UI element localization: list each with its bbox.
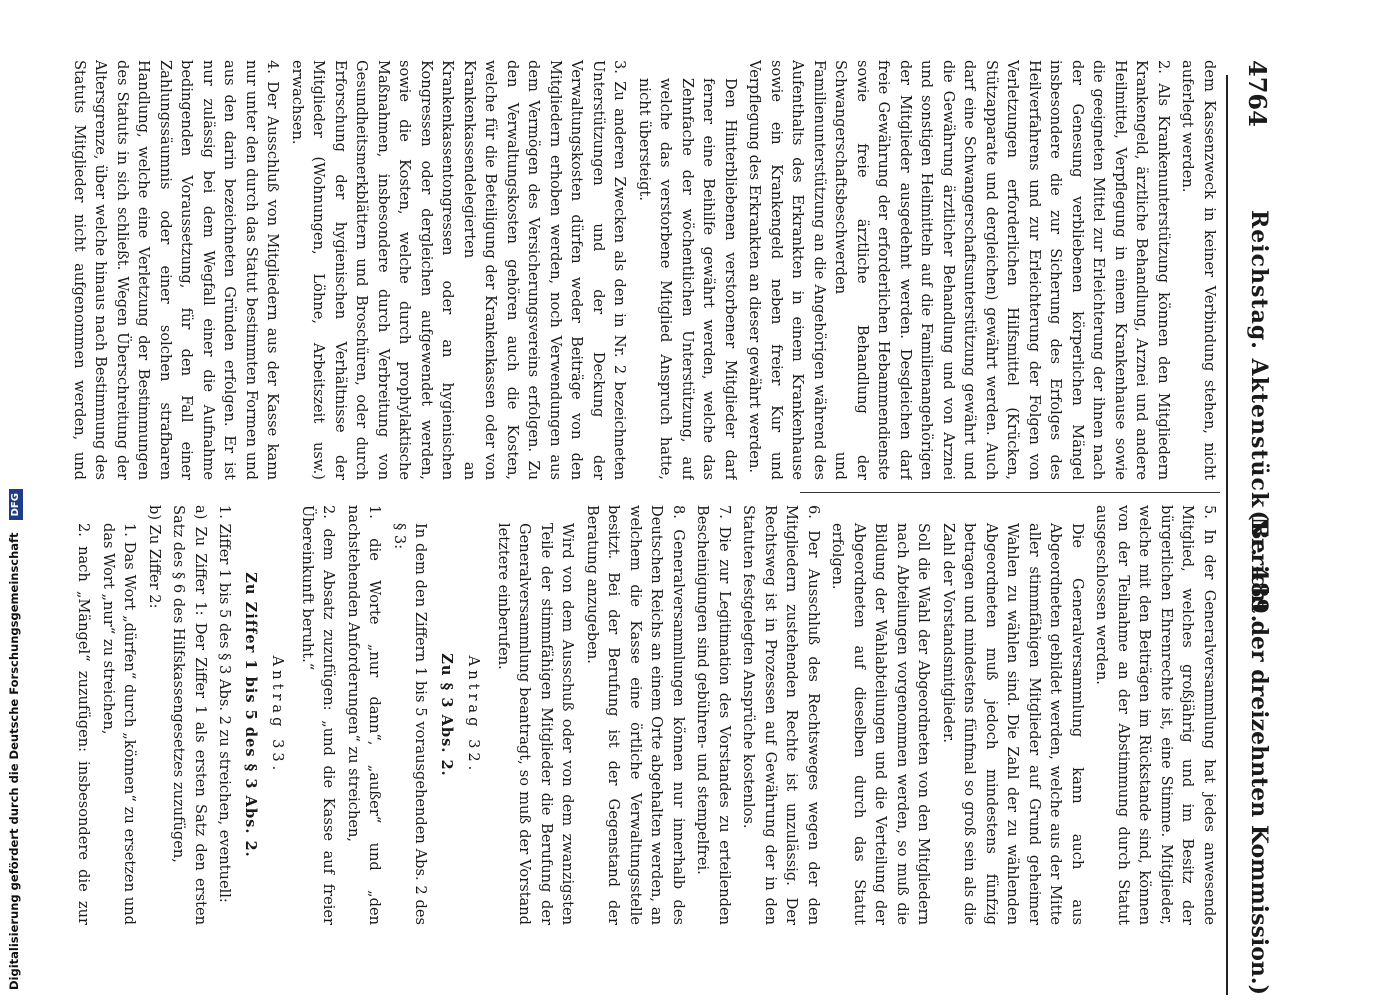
- page-number: 4764: [1243, 60, 1272, 127]
- antrag-33-label: Antrag 33.: [269, 655, 287, 775]
- paragraph: 8. Generalversammlungen können nur innerhalb des Deutschen Reichs an einem Orte abgehalten werden, an welchem die Kasse eine örtliche Verwaltungsstelle besitzt. Bei der Berufung ist der Gegenstand der Beratung anzugeben.: [584, 505, 687, 925]
- paragraph: Die Generalversammlung kann auch aus Abgeordneten gebildet werden, welche aus der Mitte aller stimmfähigen Mitglieder auf Grund geheimer Wahlen zu wählen sind. Die Zahl der zu wählenden Abgeordneten muß jedoch mindestens fünfzig betragen und mindestens fünfmal so groß sein als die Zahl der Vorstandsmitglieder.: [940, 523, 1086, 925]
- paragraph: 2. Als Krankenunterstützung können den Mitgliedern Krankengeld, ärztliche Behandlung, Arznei und andere Heilmittel, Verpflegung in einem Krankenhause sowie die geeigneten Mittel zur Erleichterung der ihnen nach der Genesung verbliebenen körperlichen Mängel insbesondere die zur Sicherung des Erfolges des Heilverfahrens und zur Erleichterung der Folgen von Verletzungen erforderlichen Hilfsmittel (Krücken, Stützapparate und dergleichen) gewährt werden. Auch darf eine Schwangerschaftsunterstützung gewährt und die Gewährung ärztlicher Behandlung und von Arznei und sonstigen Heilmitteln auf die Familienangehörigen der Mitglieder ausgedehnt werden. Desgleichen darf freie Gewährung der erforderlichen Hebammendienste sowie freie ärztliche Behandlung der Schwangerschaftsbeschwerden und Familienunterstützung an die Angehörigen während des Aufenthalts des Erkrankten in einem Krankenhause sowie ein Krankengeld neben freier Kur und Verpflegung des Erkrankten an dieser gewährt werden.: [746, 60, 1172, 480]
- paragraph: 6. Der Ausschluß des Rechtsweges wegen der den Mitgliedern zustehenden Rechte ist unzulässig. Der Rechtsweg ist in Prozessen auf Gewährung der in den Statuten festgelegten Ansprüche kostenlos.: [740, 505, 822, 925]
- list-item: b) Zu Ziffer 2:: [146, 505, 163, 609]
- page-title: Reichstag. Aktenstück Nr. 489.: [1246, 210, 1272, 624]
- list-item: 1. die Worte „nur dann“, „außer“ und „den nachstehenden Anforderungen“ zu streichen,: [345, 505, 384, 925]
- list-item: 1. Ziffer 1 bis 5 des § 3 Abs. 2 zu streichen, eventuell:: [216, 505, 234, 903]
- page-subtitle: (Bericht der dreizehnten Kommission.): [1246, 510, 1272, 995]
- antrag-32-label: Antrag 32.: [465, 655, 483, 775]
- antrag-32-intro: In dem den Ziffern 1 bis 5 vorausgehenden Abs. 2 des § 3:: [391, 523, 430, 925]
- paragraph: 5. In der Generalversammlung hat jedes anwesende Mitglied, welches großjährig und im Besitz der bürgerlichen Ehrenrechte ist, eine Stimme. Mitglieder, welche mit den Beiträgen im Rückstande sind, können von der Teilnahme an der Abstimmung durch Statut ausgeschlossen werden.: [1093, 505, 1218, 925]
- list-item: 1. Das Wort „dürfen“ durch „können“ zu ersetzen und das Wort „nur“ zu streichen,: [100, 523, 139, 925]
- paragraph: Den Hinterbliebenen verstorbener Mitglieder darf ferner eine Beihilfe gewährt werden, welche das Zehnfache der wöchentlichen Unterstützung, auf welche das verstorbene Mitglied Anspruch hatte, nicht übersteigt.: [636, 78, 739, 480]
- paragraph: Wird von dem Ausschuß oder von dem zwanzigsten Teile der stimmfähigen Mitglieder die Berufung der Generalversammlung beantragt, so muß der Vorstand letztere einberufen.: [495, 523, 577, 925]
- antrag-32-heading: Zu § 3 Abs. 2.: [438, 653, 455, 777]
- antrag-33-heading: Zu Ziffer 1 bis 5 des § 3 Abs. 2.: [242, 572, 259, 858]
- list-item: a) Zu Ziffer 1: Der Ziffer 1 als ersten Satz den ersten Satz des § 6 des Hilfskassengesetzes zuzufügen,: [170, 505, 209, 925]
- paragraph: 4. Der Ausschluß von Mitgliedern aus der Kasse kann nur unter den durch das Statut bestimmten Formen und aus den darin bezeichneten Gründen erfolgen. Er ist nur zulässig bei dem Wegfall einer die Aufnahme bedingenden Voraussetzung, für den Fall einer Zahlungssäumnis oder einer solchen strafbaren Handlung, welche eine Verletzung der Bestimmungen des Statuts in sich schließt. Wegen Überschreitung der Altersgrenze, über welche hinaus nach Bestimmung des Statuts Mitglieder nicht aufgenommen werden, und: [71, 60, 282, 480]
- paragraph: 7. Die zur Legitimation des Vorstandes zu erteilenden Bescheinigungen sind gebühren- und stempelfrei.: [694, 505, 733, 925]
- column-divider: [800, 492, 1220, 493]
- right-column: [70, 505, 1220, 925]
- credit-text: Digitalisierung gefördert durch die Deutsche Forschungsgemeinschaft: [7, 532, 21, 990]
- paragraph: 3. Zu anderen Zwecken als den in Nr. 2 bezeichneten Unterstützungen und der Deckung der Verwaltungskosten dürfen weder Beiträge von den Mitgliedern erhoben werden, noch Verwendungen aus dem Vermögen des Versicherungsvereins erfolgen. Zu den Verwaltungskosten gehören auch die Kosten, welche für die Beteiligung der Krankenkassen oder von Krankenkassendelegierten an Krankenkassentongressen oder an hygienischen Kongressen oder dergleichen aufgewendet werden, sowie die Kosten, welche durch prophylaktische Maßnahmen, insbesondere durch Verbreitung von Gesundheitsmerkblättern und Broschüren, oder durch Erforschung der hygienischen Verhältnisse der Mitglieder (Wohnungen, Löhne, Arbeitszeit usw.) erwachsen.: [289, 60, 629, 480]
- list-item: 2. nach „Mängel“ zuzufügen: insbesondere die zur: [75, 523, 93, 925]
- dfg-logo: DFG: [9, 489, 23, 520]
- list-item: 2. dem Absatz zuzufügen: „und die Kasse auf freier Übereinkunft beruht.“: [299, 505, 338, 925]
- page-header: [1230, 60, 1290, 995]
- left-column: [70, 60, 1220, 480]
- paragraph: Soll die Wahl der Abgeordneten von den Mitgliedern nach Abteilungen vorgenommen werden, so muß die Bildung der Wahlabteilungen und die Verteilung der Abgeordneten auf dieselben durch das Statut erfolgen.: [829, 523, 933, 925]
- paragraph: dem Kassenzweck in keiner Verbindung stehen, nicht auferlegt werden.: [1179, 60, 1218, 480]
- header-rule: [1226, 75, 1228, 995]
- digitization-credit: [2, 0, 26, 1000]
